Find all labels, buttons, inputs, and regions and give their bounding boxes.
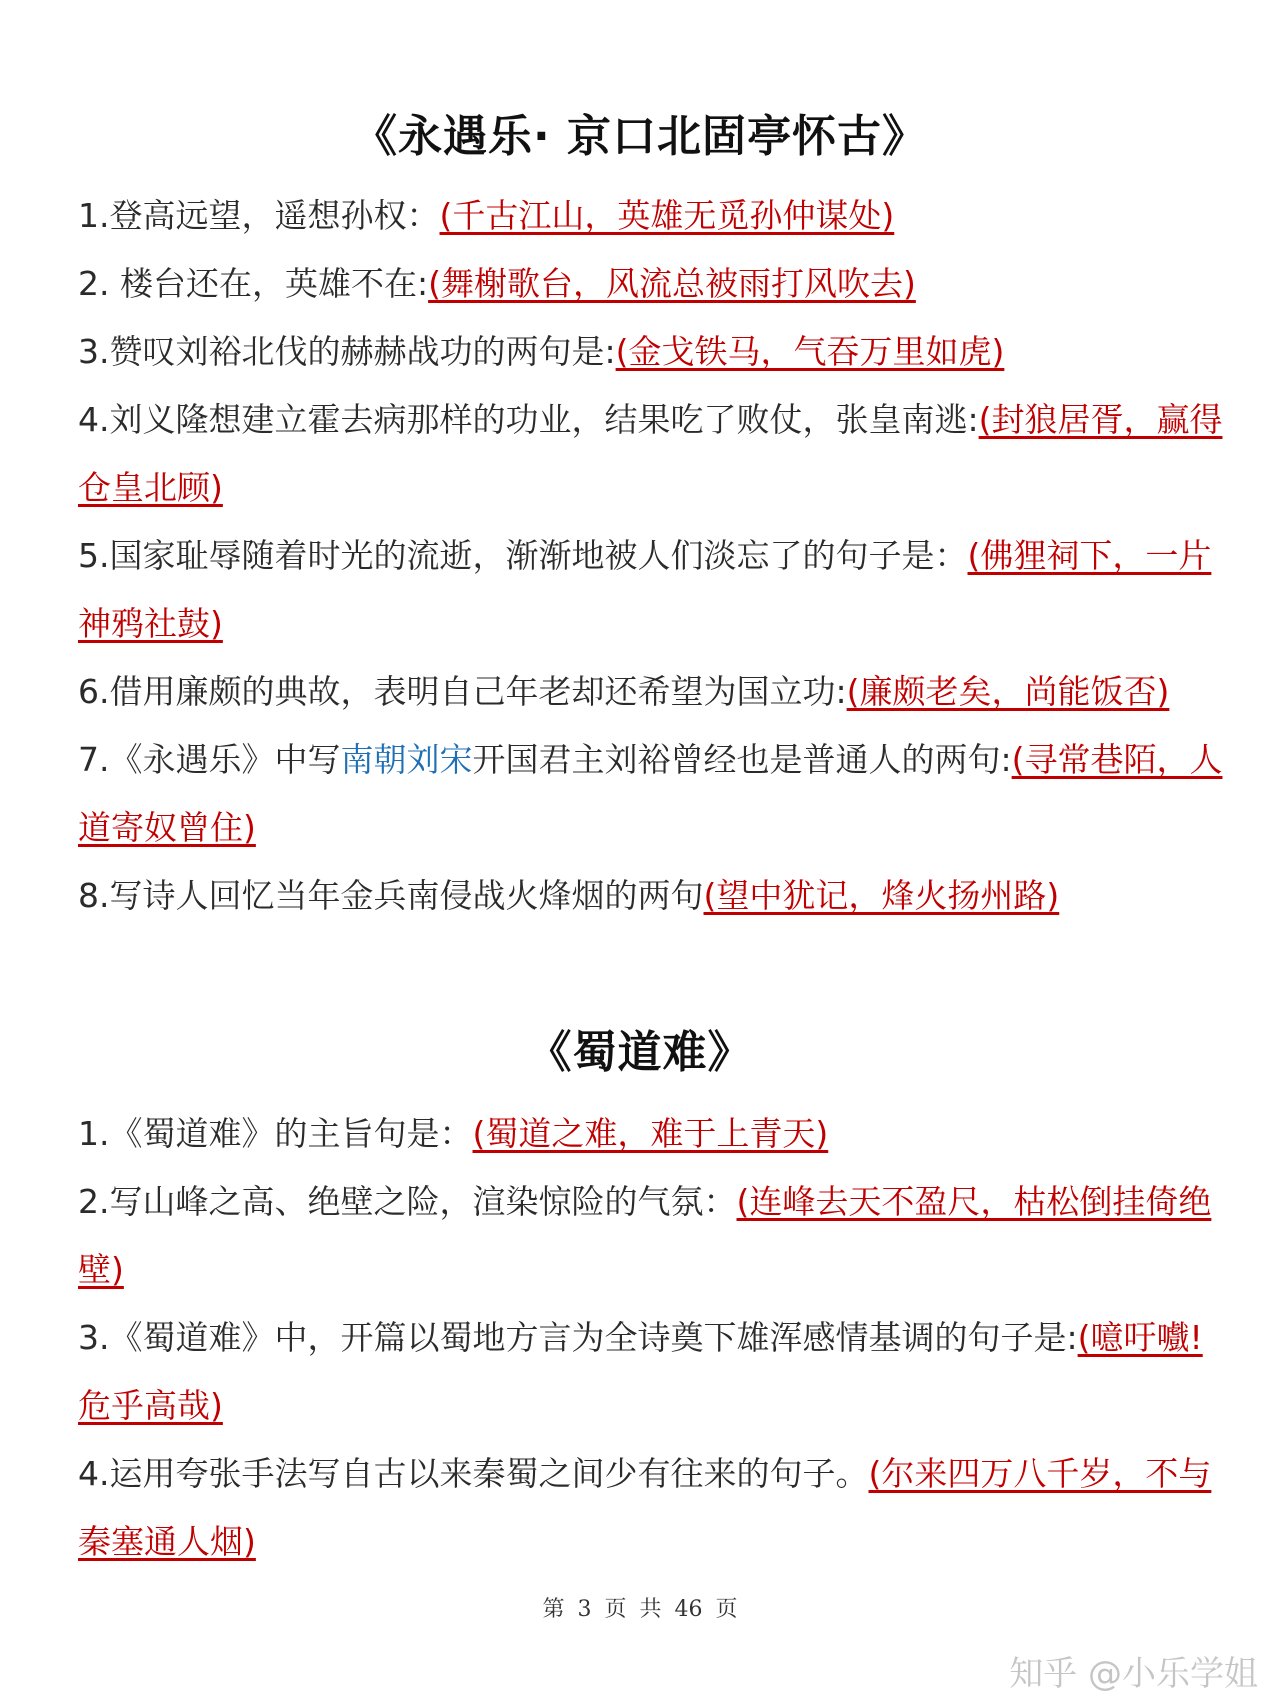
section-title-shudaonan: 《蜀道难》 xyxy=(527,1027,753,1078)
answer-text: (舞榭歌台，风流总被雨打风吹去) xyxy=(428,264,916,303)
answer-text: (蜀道之难，难于上青天) xyxy=(472,1114,829,1153)
highlighted-term: 南朝刘宋 xyxy=(340,740,473,779)
answer-text: (连峰去天不盈尺，枯松倒挂倚绝壁) xyxy=(78,1182,1212,1289)
question-text: 1.《蜀道难》的主旨句是： xyxy=(78,1114,473,1153)
question-text: 2. 楼台还在，英雄不在: xyxy=(78,264,429,303)
answer-text: (封狼居胥，赢得仓皇北顾) xyxy=(78,400,1223,507)
section-yongyule-questions xyxy=(78,182,1223,930)
answer-text: (尔来四万八千岁，不与秦塞通人烟) xyxy=(78,1454,1212,1561)
answer-text: (寻常巷陌，人道寄奴曾住) xyxy=(78,740,1223,847)
question-text: 4.运用夸张手法写自古以来秦蜀之间少有往来的句子。 xyxy=(78,1454,869,1493)
question-text: 5.国家耻辱随着时光的流逝，渐渐地被人们淡忘了的句子是： xyxy=(78,536,968,575)
question-item xyxy=(78,1168,1223,1304)
question-item xyxy=(78,726,1223,862)
question-text-suffix: 开国君主刘裕曾经也是普通人的两句: xyxy=(472,740,1012,779)
answer-text: (噫吁嚱!危乎高哉) xyxy=(78,1318,1203,1425)
answer-text: (佛狸祠下，一片神鸦社鼓) xyxy=(78,536,1212,643)
question-text: 1.登高远望，遥想孙权： xyxy=(78,196,440,235)
section-shudaonan-questions xyxy=(78,1100,1223,1576)
question-item xyxy=(78,1100,1223,1168)
question-item xyxy=(78,182,1223,250)
question-item xyxy=(78,862,1223,930)
question-text: 2.写山峰之高、绝壁之险，渲染惊险的气氛： xyxy=(78,1182,737,1221)
question-item xyxy=(78,250,1223,318)
section-title-yongyule: 《永遇乐· 京口北固亭怀古》 xyxy=(352,111,928,162)
watermark: 知乎 @小乐学姐 xyxy=(1009,1654,1258,1694)
question-item xyxy=(78,522,1223,658)
question-text: 6.借用廉颇的典故，表明自己年老却还希望为国立功: xyxy=(78,672,847,711)
question-item xyxy=(78,386,1223,522)
question-text: 8.写诗人回忆当年金兵南侵战火烽烟的两句 xyxy=(78,876,704,915)
answer-text: (金戈铁马，气吞万里如虎) xyxy=(615,332,1005,371)
question-item xyxy=(78,318,1223,386)
page-number-footer: 第 3 页 共 46 页 xyxy=(542,1597,738,1622)
question-text: 3.《蜀道难》中，开篇以蜀地方言为全诗奠下雄浑感情基调的句子是: xyxy=(78,1318,1078,1357)
answer-text: (千古江山，英雄无觅孙仲谋处) xyxy=(439,196,895,235)
question-text: 3.赞叹刘裕北伐的赫赫战功的两句是: xyxy=(78,332,616,371)
answer-text: (廉颇老矣，尚能饭否) xyxy=(846,672,1170,711)
answer-text: (望中犹记，烽火扬州路) xyxy=(703,876,1060,915)
question-item xyxy=(78,1304,1223,1440)
question-text: 4.刘义隆想建立霍去病那样的功业，结果吃了败仗，张皇南逃: xyxy=(78,400,979,439)
question-item xyxy=(78,658,1223,726)
question-item xyxy=(78,1440,1223,1576)
question-text-prefix: 7.《永遇乐》中写 xyxy=(78,740,341,779)
